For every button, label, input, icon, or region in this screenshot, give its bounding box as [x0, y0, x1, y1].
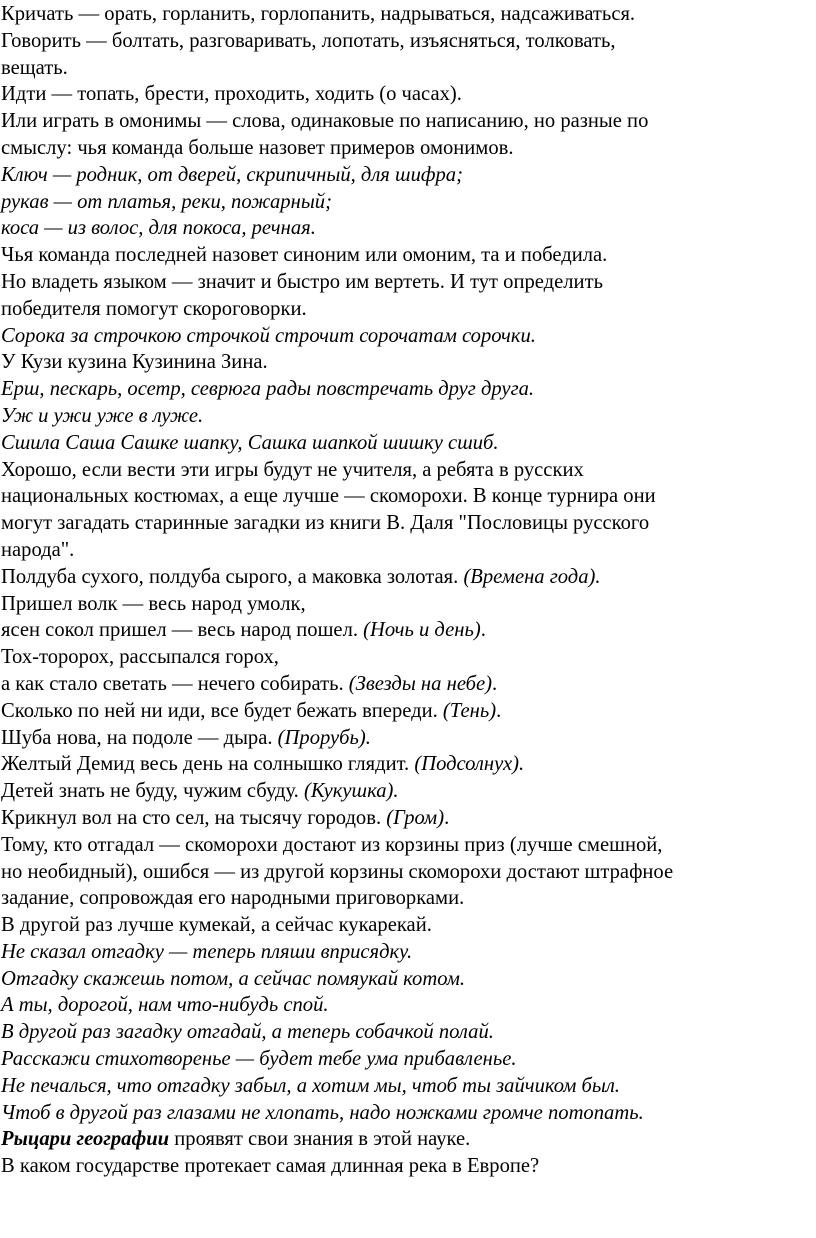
text-segment: Тох-торорох, рассыпался горох, [1, 646, 279, 669]
text-segment: Уж и ужи уже в луже. [1, 404, 204, 427]
text-segment: . [492, 672, 498, 695]
text-segment: (Прорубь). [277, 726, 371, 749]
text-line [1, 939, 808, 966]
text-segment: (Ночь и день) [363, 619, 481, 642]
text-line [1, 564, 808, 591]
text-segment: Детей знать не буду, чужим сбуду. [1, 780, 304, 803]
text-segment: Тому, кто отгадал — скоморохи достают из корзины приз (лучше смешной, [1, 833, 663, 856]
text-segment: Кричать — орать, горланить, горлопанить, надрываться, надсаживаться. [1, 3, 636, 25]
text-line [1, 912, 808, 939]
text-segment: победителя помогут скороговорки. [1, 297, 307, 320]
text-segment: задание, сопровождая его народными приговорками. [1, 887, 465, 910]
text-line [1, 617, 808, 644]
text-line [1, 1126, 808, 1153]
text-segment: Сколько по ней ни иди, все будет бежать впереди. [1, 699, 443, 722]
text-segment: В другой раз лучше кумекай, а сейчас кукарекай. [1, 914, 432, 937]
text-line [1, 296, 808, 323]
text-segment: (Подсолнух). [414, 753, 525, 776]
text-segment: рукав — от платья, реки, пожарный; [1, 190, 332, 213]
text-segment: Крикнул вол на сто сел, на тысячу городов. [1, 806, 387, 829]
text-segment: (Времена года). [463, 565, 601, 588]
text-line [1, 1100, 808, 1127]
text-segment: народа". [1, 538, 75, 561]
text-line [1, 430, 808, 457]
text-line [1, 242, 808, 269]
text-segment: Желтый Демид весь день на солнышко глядит. [1, 753, 415, 776]
text-segment: Или играть в омонимы — слова, одинаковые по написанию, но разные по [1, 110, 649, 133]
text-line [1, 189, 808, 216]
text-line [1, 751, 808, 778]
text-segment: а как стало светать — нечего собирать. [1, 672, 349, 695]
text-segment: Не печалься, что отгадку забыл, а хотим мы, чтоб ты зайчиком был. [1, 1074, 620, 1097]
text-line [1, 215, 808, 242]
text-segment: могут загадать старинные загадки из книги В. Даля "Пословицы русского [1, 512, 650, 535]
text-line [1, 1046, 808, 1073]
text-line [1, 376, 808, 403]
text-line [1, 805, 808, 832]
text-segment: Шуба нова, на подоле — дыра. [1, 726, 278, 749]
text-line [1, 349, 808, 376]
text-segment: . [496, 699, 502, 722]
text-segment: национальных костюмах, а еще лучше — скоморохи. В конце турнира они [1, 485, 656, 508]
text-segment: Ключ — родник, от дверей, скрипичный, для шифра; [1, 163, 463, 186]
text-line [1, 1, 808, 28]
text-segment: смыслу: чья команда больше назовет примеров омонимов. [1, 136, 514, 159]
text-line [1, 403, 808, 430]
text-line [1, 323, 808, 350]
text-line [1, 510, 808, 537]
text-line [1, 966, 808, 993]
text-line [1, 992, 808, 1019]
text-segment: В каком государстве протекает самая длинная река в Европе? [1, 1155, 540, 1178]
text-segment: (Звезды на небе) [348, 672, 493, 695]
text-line [1, 725, 808, 752]
text-segment: . [444, 806, 450, 829]
text-segment: А ты, дорогой, нам что-нибудь спой. [1, 994, 329, 1017]
text-line [1, 832, 808, 859]
text-segment: Чья команда последней назовет синоним или омоним, та и победила. [1, 244, 608, 267]
text-line [1, 55, 808, 82]
text-segment: . [480, 619, 486, 642]
text-segment: Хорошо, если вести эти игры будут не учителя, а ребята в русских [1, 458, 584, 481]
text-line [1, 483, 808, 510]
text-line [1, 698, 808, 725]
text-line [1, 885, 808, 912]
text-segment: Полдуба сухого, полдуба сырого, а маковка золотая. [1, 565, 464, 588]
text-segment: Рыцари географии [1, 1128, 170, 1151]
text-line [1, 81, 808, 108]
text-segment: Расскажи стихотворенье — будет тебе ума прибавленье. [1, 1048, 517, 1071]
text-segment: (Кукушка). [303, 780, 399, 803]
text-line [1, 162, 808, 189]
text-segment: Отгадку скажешь потом, а сейчас помяукай котом. [1, 967, 465, 990]
text-segment: (Тень) [442, 699, 497, 722]
text-segment: Сшила Саша Сашке шапку, Сашка шапкой шишку сшиб. [1, 431, 499, 454]
text-segment: но необидный), ошибся — из другой корзины скоморохи достают штрафное [1, 860, 674, 883]
text-segment: У Кузи кузина Кузинина Зина. [1, 351, 268, 374]
text-segment: Говорить — болтать, разговаривать, лопотать, изъясняться, толковать, [1, 29, 616, 52]
text-line [1, 778, 808, 805]
text-segment: В другой раз загадку отгадай, а теперь собачкой полай. [1, 1021, 494, 1044]
text-segment: Не сказал отгадку — теперь пляши вприсядку. [1, 940, 413, 963]
text-segment: (Гром) [386, 806, 445, 829]
text-line [1, 644, 808, 671]
text-line [1, 457, 808, 484]
text-line [1, 859, 808, 886]
text-segment: Но владеть языком — значит и быстро им вертеть. И тут определить [1, 270, 603, 293]
text-segment: Чтоб в другой раз глазами не хлопать, надо ножками громче потопать. [1, 1101, 644, 1124]
text-line [1, 1019, 808, 1046]
text-line [1, 1073, 808, 1100]
text-line [1, 108, 808, 135]
text-segment: ясен сокол пришел — весь народ пошел. [1, 619, 364, 642]
text-line [1, 28, 808, 55]
text-segment: проявят свои знания в этой науке. [169, 1128, 471, 1151]
text-line [1, 671, 808, 698]
text-line [1, 135, 808, 162]
text-line [1, 537, 808, 564]
text-segment: Идти — топать, брести, проходить, ходить (о часах). [1, 83, 462, 106]
text-line [1, 269, 808, 296]
text-segment: Сорока за строчкою строчкой строчит сорочатам сорочки. [1, 324, 536, 347]
text-segment: Пришел волк — весь народ умолк, [1, 592, 306, 615]
text-line [1, 1153, 808, 1180]
text-segment: коса — из волос, для покоса, речная. [1, 217, 316, 240]
text-segment: Ерш, пескарь, осетр, севрюга рады повстречать друг друга. [1, 378, 535, 401]
text-line [1, 591, 808, 618]
text-segment: вещать. [1, 56, 68, 79]
